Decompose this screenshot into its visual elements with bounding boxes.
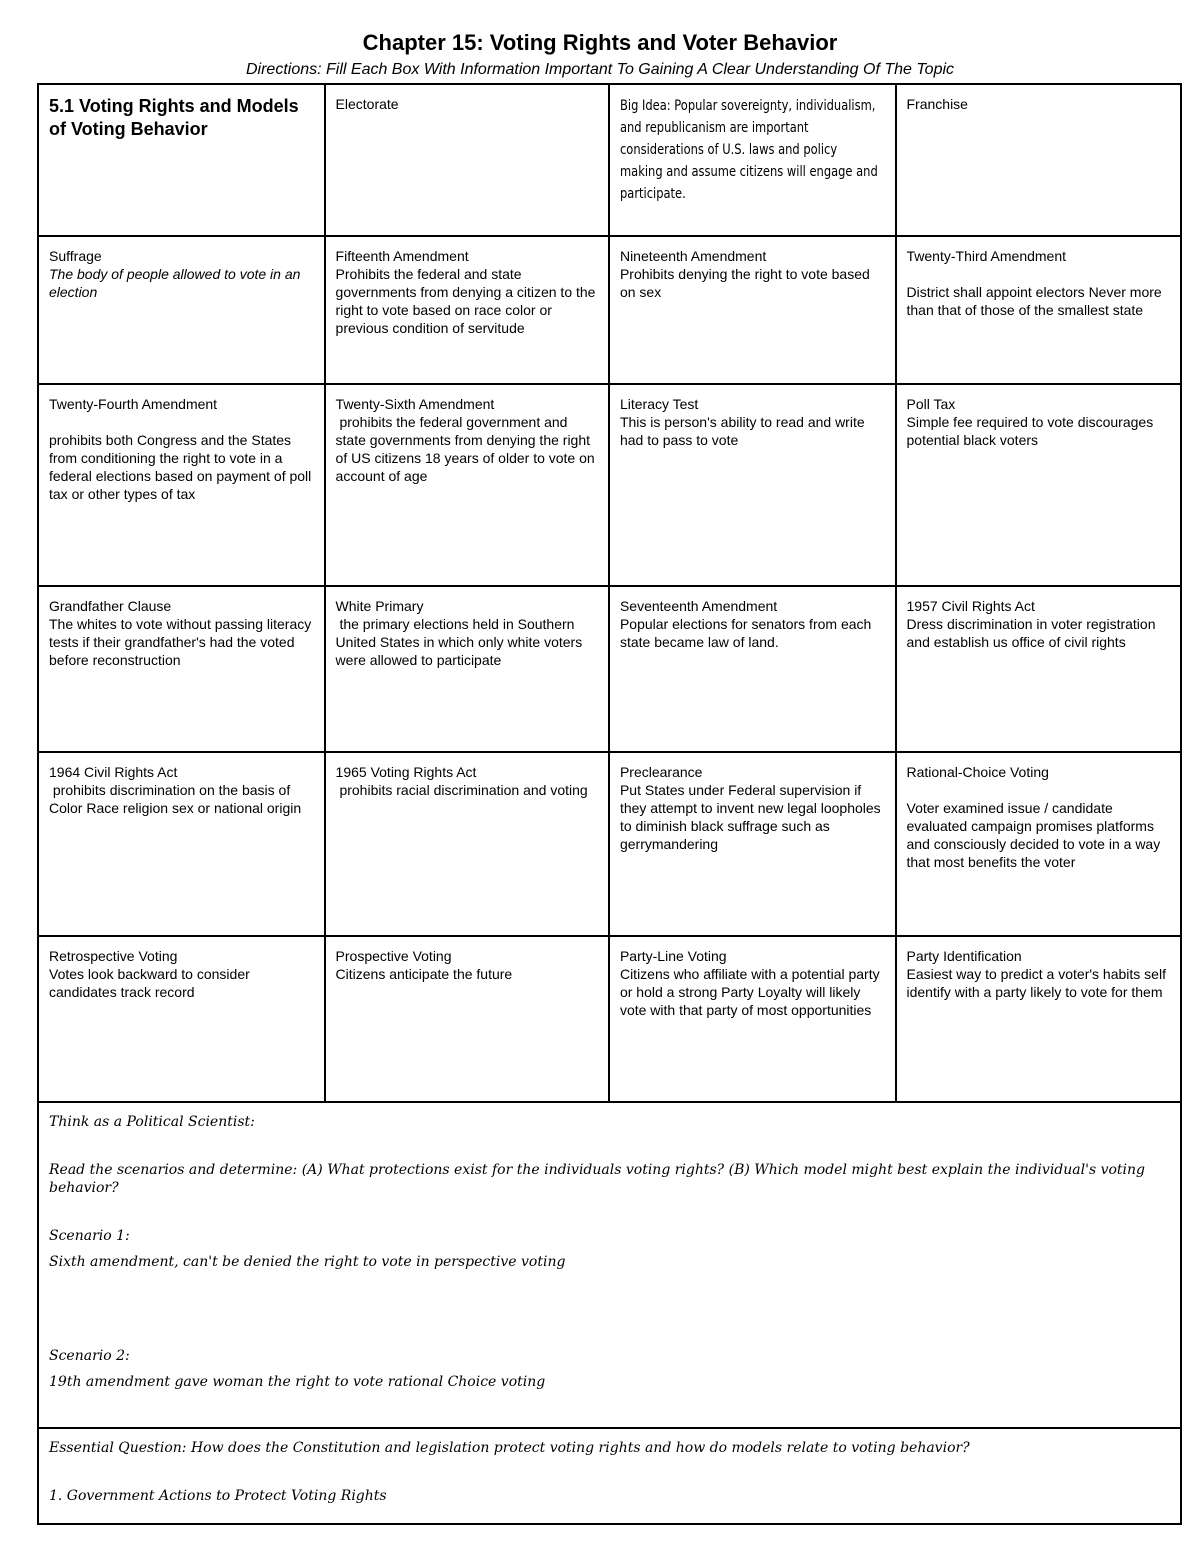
cell-title: Grandfather Clause: [49, 598, 172, 614]
electorate-cell[interactable]: [325, 84, 609, 236]
essential-question-box[interactable]: [38, 1428, 1181, 1524]
cell-title: Literacy Test: [619, 396, 699, 412]
cell-title: Party-Line Voting: [619, 948, 727, 964]
cell-body: The whites to vote without passing literacy tests if their grandfather's had the voted before reconstruction: [49, 616, 316, 668]
cell-body: prohibits both Congress and the States from conditioning the right to vote in a federal elections based on payment of poll tax or other types of tax: [49, 432, 312, 502]
term-cell[interactable]: [609, 936, 896, 1102]
cell-title: Preclearance: [619, 764, 703, 780]
term-cell[interactable]: [325, 752, 609, 936]
term-cell[interactable]: [38, 236, 325, 384]
unit-title: 5.1 Voting Rights and Models of Voting Behavior: [49, 96, 299, 139]
essential-row: [38, 1428, 1181, 1524]
term-cell[interactable]: [325, 236, 609, 384]
cell-title: White Primary: [335, 598, 424, 614]
cell-body: Popular elections for senators from each state became law of land.: [619, 616, 876, 650]
term-cell[interactable]: [38, 586, 325, 752]
cell-title: Seventeenth Amendment: [619, 598, 778, 614]
cell-title: Franchise: [906, 96, 968, 112]
franchise-cell[interactable]: [896, 84, 1182, 236]
big-idea-text: Big Idea: Popular sovereignty, individualism, and republicanism are important considerations of U.S. laws and policy making and assume citizens will engage and participate.: [619, 98, 882, 202]
cell-title: Electorate: [335, 96, 399, 112]
big-idea-cell: [609, 84, 896, 236]
term-cell[interactable]: [896, 236, 1182, 384]
cell-body: Easiest way to predict a voter's habits self identify with a party likely to vote for them: [906, 966, 1170, 1000]
scenario-1-label: Scenario 1:: [49, 1228, 130, 1244]
term-cell[interactable]: [38, 936, 325, 1102]
term-cell[interactable]: [896, 752, 1182, 936]
notes-grid: [37, 83, 1182, 1525]
cell-body: District shall appoint electors Never more than that of those of the smallest state: [906, 284, 1162, 318]
cell-title: 1964 Civil Rights Act: [49, 764, 178, 780]
grid-row: [38, 586, 1181, 752]
page-title: Chapter 15: Voting Rights and Voter Behavior: [362, 30, 838, 55]
cell-body: Simple fee required to vote discourages potential black voters: [906, 414, 1158, 448]
cell-title: Twenty-Third Amendment: [906, 248, 1067, 264]
cell-body: Citizens anticipate the future: [335, 966, 513, 982]
cell-body: Prohibits the federal and state governments from denying a citizen to the right to vote based on race color or previous condition of servitude: [335, 266, 600, 336]
scenario-2-label: Scenario 2:: [49, 1348, 130, 1364]
unit-title-cell: [38, 84, 325, 236]
term-cell[interactable]: [896, 384, 1182, 586]
term-cell[interactable]: [609, 752, 896, 936]
cell-body: prohibits discrimination on the basis of Color Race religion sex or national origin: [49, 782, 302, 816]
cell-title: 1957 Civil Rights Act: [906, 598, 1035, 614]
cell-title: Rational-Choice Voting: [906, 764, 1049, 780]
cell-title: Poll Tax: [906, 396, 956, 412]
cell-title: Retrospective Voting: [49, 948, 178, 964]
think-political-scientist-box[interactable]: [38, 1102, 1181, 1428]
cell-body: Votes look backward to consider candidates track record: [49, 966, 254, 1000]
cell-body: This is person's ability to read and write had to pass to vote: [619, 414, 869, 448]
cell-title: Fifteenth Amendment: [335, 248, 469, 264]
think-heading: Think as a Political Scientist:: [49, 1114, 255, 1130]
think-prompt: Read the scenarios and determine: (A) What protections exist for the individuals voting rights? (B) Which model might best explain the individual's voting behavior?: [49, 1162, 1146, 1196]
cell-body: prohibits the federal government and state governments from denying the right of US citizens 18 years of older to vote on account of age: [335, 414, 599, 484]
term-cell[interactable]: [896, 586, 1182, 752]
cell-title: Nineteenth Amendment: [619, 248, 767, 264]
grid-row: [38, 384, 1181, 586]
term-cell[interactable]: [609, 236, 896, 384]
cell-title: Twenty-Fourth Amendment: [49, 396, 218, 412]
cell-title: Twenty-Sixth Amendment: [335, 396, 495, 412]
scenario-2-answer: 19th amendment gave woman the right to vote rational Choice voting: [49, 1374, 546, 1390]
cell-title: 1965 Voting Rights Act: [335, 764, 477, 780]
scenario-1-answer: Sixth amendment, can't be denied the right to vote in perspective voting: [49, 1254, 566, 1270]
term-cell[interactable]: [325, 586, 609, 752]
term-cell[interactable]: [325, 936, 609, 1102]
cell-body: Voter examined issue / candidate evaluated campaign promises platforms and consciously decided to vote in a way that most benefits the voter: [906, 800, 1161, 870]
term-cell[interactable]: [609, 384, 896, 586]
term-cell[interactable]: [38, 384, 325, 586]
cell-body: Citizens who affiliate with a potential party or hold a strong Party Loyalty will likely vote with that party of most opportunities: [619, 966, 884, 1018]
cell-title: Party Identification: [906, 948, 1022, 964]
directions-text: Directions: Fill Each Box With Information Important To Gaining A Clear Understanding Of The Topic: [245, 61, 955, 78]
cell-body: Dress discrimination in voter registration and establish us office of civil rights: [906, 616, 1160, 650]
think-row: [38, 1102, 1181, 1428]
cell-title: Suffrage: [49, 248, 102, 264]
essential-item-1: 1. Government Actions to Protect Voting Rights: [49, 1488, 387, 1504]
term-cell[interactable]: [896, 936, 1182, 1102]
essential-question: Essential Question: How does the Constitution and legislation protect voting rights and how do models relate to voting behavior?: [49, 1440, 970, 1456]
cell-body: Prohibits denying the right to vote based on sex: [619, 266, 874, 300]
term-cell[interactable]: [38, 752, 325, 936]
grid-row-header: [38, 84, 1181, 236]
cell-title: Prospective Voting: [335, 948, 452, 964]
cell-body: prohibits racial discrimination and voting: [335, 782, 588, 798]
cell-body: The body of people allowed to vote in an election: [49, 266, 305, 300]
term-cell[interactable]: [325, 384, 609, 586]
grid-row: [38, 936, 1181, 1102]
term-cell[interactable]: [609, 586, 896, 752]
cell-body: Put States under Federal supervision if they attempt to invent new legal loopholes to diminish black suffrage such as gerrymandering: [619, 782, 885, 852]
grid-row: [38, 236, 1181, 384]
grid-row: [38, 752, 1181, 936]
cell-body: the primary elections held in Southern United States in which only white voters were allowed to participate: [335, 616, 587, 668]
